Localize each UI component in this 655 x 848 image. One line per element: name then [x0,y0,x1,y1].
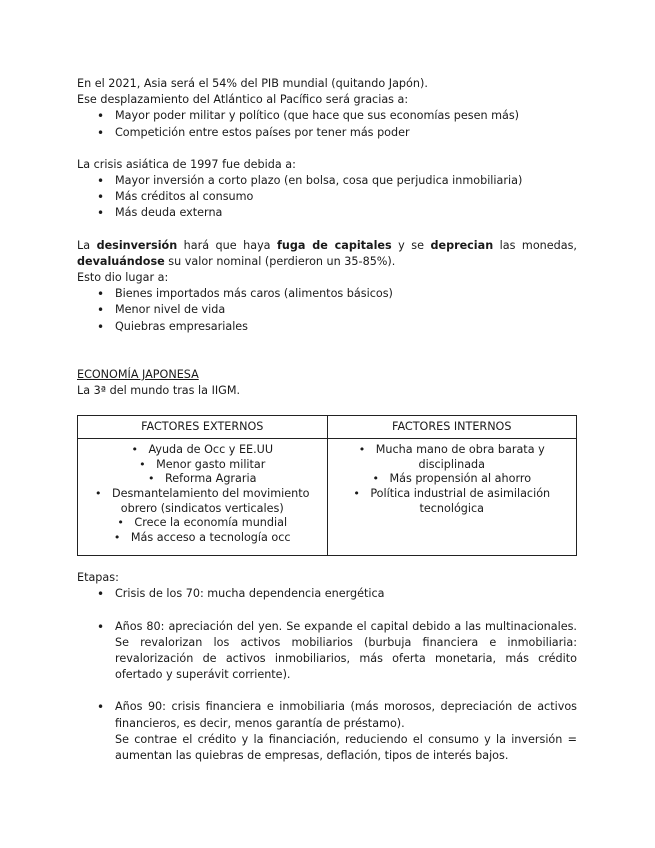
list-item: • Más propensión al ahorro [336,472,569,487]
list-item: • Menor nivel de vida [77,302,577,318]
section-heading-japon: ECONOMÍA JAPONESA [77,367,199,381]
list-item: • Crisis de los 70: mucha dependencia energética [77,586,577,602]
desinversion-paragraph: La desinversión hará que haya fuga de capitales y se deprecian las monedas, devaluándose su valor nominal (perdieron un 35-85%). [77,238,577,268]
list-item: • Mayor inversión a corto plazo (en bolsa, cosa que perjudica inmobiliaria) [77,173,577,189]
list-item: • Reforma Agraria [86,472,319,487]
list-item: • Mucha mano de obra barata y disciplinada [336,443,569,472]
table-cell-internos [327,439,577,556]
intro-line-1: En el 2021, Asia será el 54% del PIB mundial (quitando Japón). [77,77,428,90]
etapas-heading: Etapas: [77,571,119,585]
list-item: • Menor gasto militar [86,458,319,473]
crisis-bullet-list [77,173,577,222]
table-row [78,439,577,556]
list-item: • Bienes importados más caros (alimentos básicos) [77,286,577,302]
internos-list [336,443,569,516]
list-item: • Crece la economía mundial [86,516,319,531]
section-subtitle: La 3ª del mundo tras la IIGM. [77,384,241,398]
document-page [77,76,577,764]
list-item: • Quiebras empresariales [77,319,577,335]
list-item: • Desmantelamiento del movimiento obrero (sindicatos verticales) [86,487,319,516]
list-item: • Años 90: crisis financiera e inmobiliaria (más morosos, depreciación de activos financieros, es decir, menos garantía de préstamo). Se contrae el crédito y la financiación, reduciendo el consumo y la inversión = aumentan las quiebras de empresas, deflación, tipos de interés bajos. [77,699,577,764]
intro-bullet-list [77,108,577,140]
crisis-heading: La crisis asiática de 1997 fue debida a: [77,157,296,171]
intro-line-2: Ese desplazamiento del Atlántico al Pacífico será gracias a: [77,93,409,107]
desinversion-lead: Esto dio lugar a: [77,271,169,285]
list-item: • Años 80: apreciación del yen. Se expande el capital debido a las multinacionales. Se revalorizan los activos mobiliarios (burbuja financiera e inmobiliaria: revalorización de activos inmobiliarios, más oferta monetaria, más crédito ofertado y superávit corriente). [77,619,577,684]
table-cell-externos [78,439,328,556]
list-item: • Más deuda externa [77,205,577,221]
consequences-bullet-list [77,286,577,335]
list-item: • Política industrial de asimilación tecnológica [336,487,569,516]
table-header-externos: FACTORES EXTERNOS [78,416,328,439]
factors-table [77,415,577,556]
list-item: • Competición entre estos países por tener más poder [77,125,577,141]
list-item: • Más acceso a tecnología occ [86,531,319,546]
list-item: • Más créditos al consumo [77,189,577,205]
table-header-internos: FACTORES INTERNOS [327,416,577,439]
list-item: • Ayuda de Occ y EE.UU [86,443,319,458]
list-item: • Mayor poder militar y político (que hace que sus economías pesen más) [77,108,577,124]
externos-list [86,443,319,545]
etapas-list [77,586,577,764]
